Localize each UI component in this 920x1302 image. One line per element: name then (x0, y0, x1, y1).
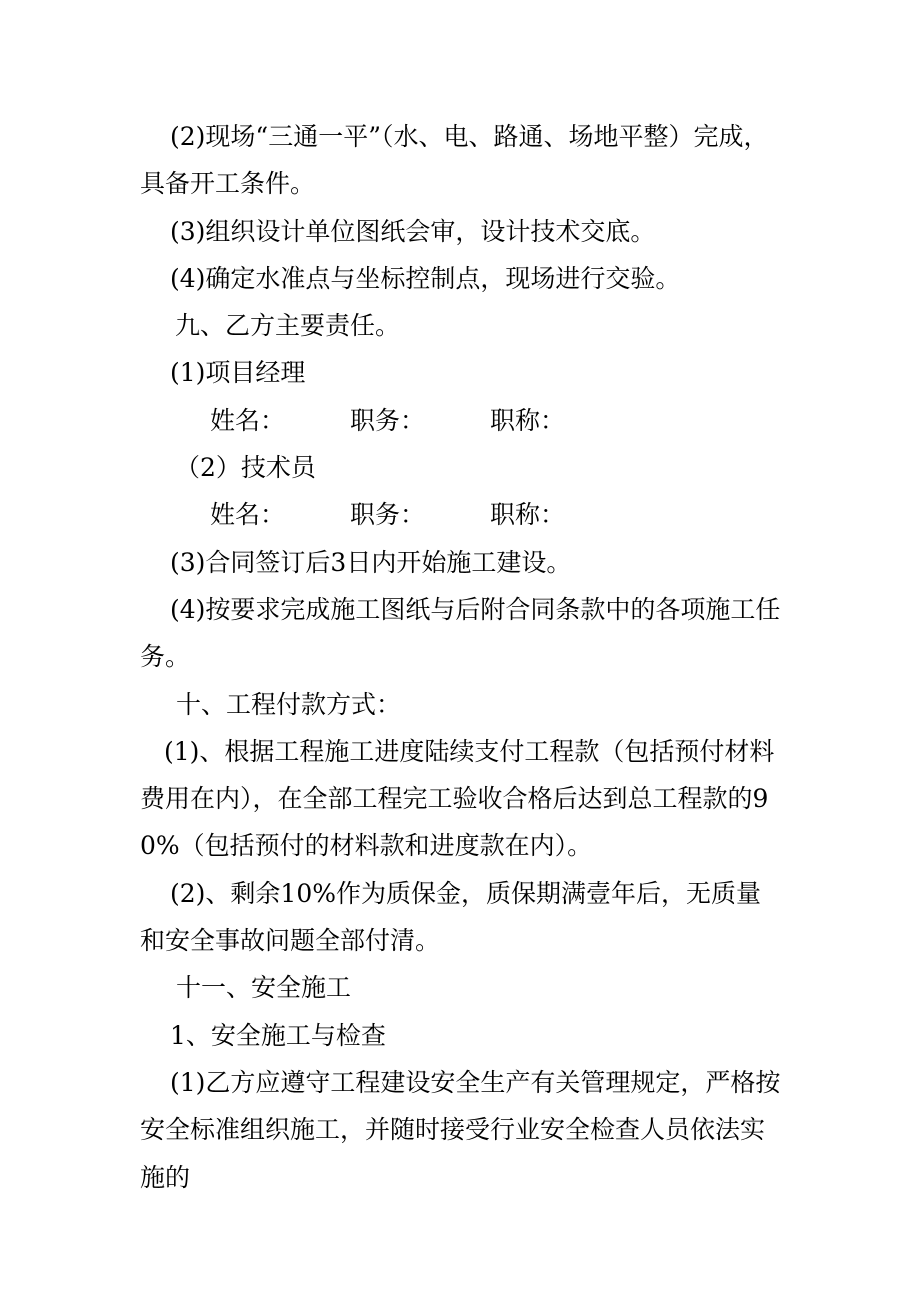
position-field-label: 职务： (350, 405, 426, 435)
section-heading: 十一、安全施工 (176, 973, 352, 1003)
paragraph: (4)按要求完成施工图纸与后附合同条款中的各项施工任务。 (140, 594, 781, 672)
paragraph: (2)、剩余10%作为质保金，质保期满壹年后，无质量和安全事故问题全部付清。 (140, 878, 761, 956)
title-field-label: 职称： (490, 500, 566, 530)
section-heading: 十、工程付款方式： (176, 689, 402, 719)
sub-heading: 1、安全施工与检查 (170, 1020, 386, 1050)
title-field-label: 职称： (490, 405, 566, 435)
paragraph: (1)项目经理 (170, 358, 306, 388)
document-body (140, 113, 785, 1201)
section-heading: 九、乙方主要责任。 (175, 311, 401, 341)
paragraph: (3)组织设计单位图纸会审，设计技术交底。 (170, 216, 656, 246)
manager-fields (140, 397, 785, 444)
position-field-label: 职务： (350, 500, 426, 530)
name-field-label: 姓名： (210, 405, 286, 435)
paragraph: (4)确定水准点与坐标控制点，现场进行交验。 (170, 263, 681, 293)
paragraph: (2)现场“三通一平”（水、电、路通、场地平整）完成，具备开工条件。 (140, 122, 769, 199)
paragraph: （2）技术员 (175, 453, 316, 483)
paragraph: (1)、根据工程施工进度陆续支付工程款（包括预付材料费用在内），在全部工程完工验收合格后达到总工程款的90%（包括预付的材料款和进度款在内）。 (140, 736, 775, 861)
name-field-label: 姓名： (210, 500, 286, 530)
technician-fields (140, 491, 785, 538)
paragraph: (3)合同签订后3日内开始施工建设。 (170, 547, 572, 577)
paragraph: (1)乙方应遵守工程建设安全生产有关管理规定，严格按安全标准组织施工，并随时接受行业安全检查人员依法实施的 (140, 1067, 781, 1192)
